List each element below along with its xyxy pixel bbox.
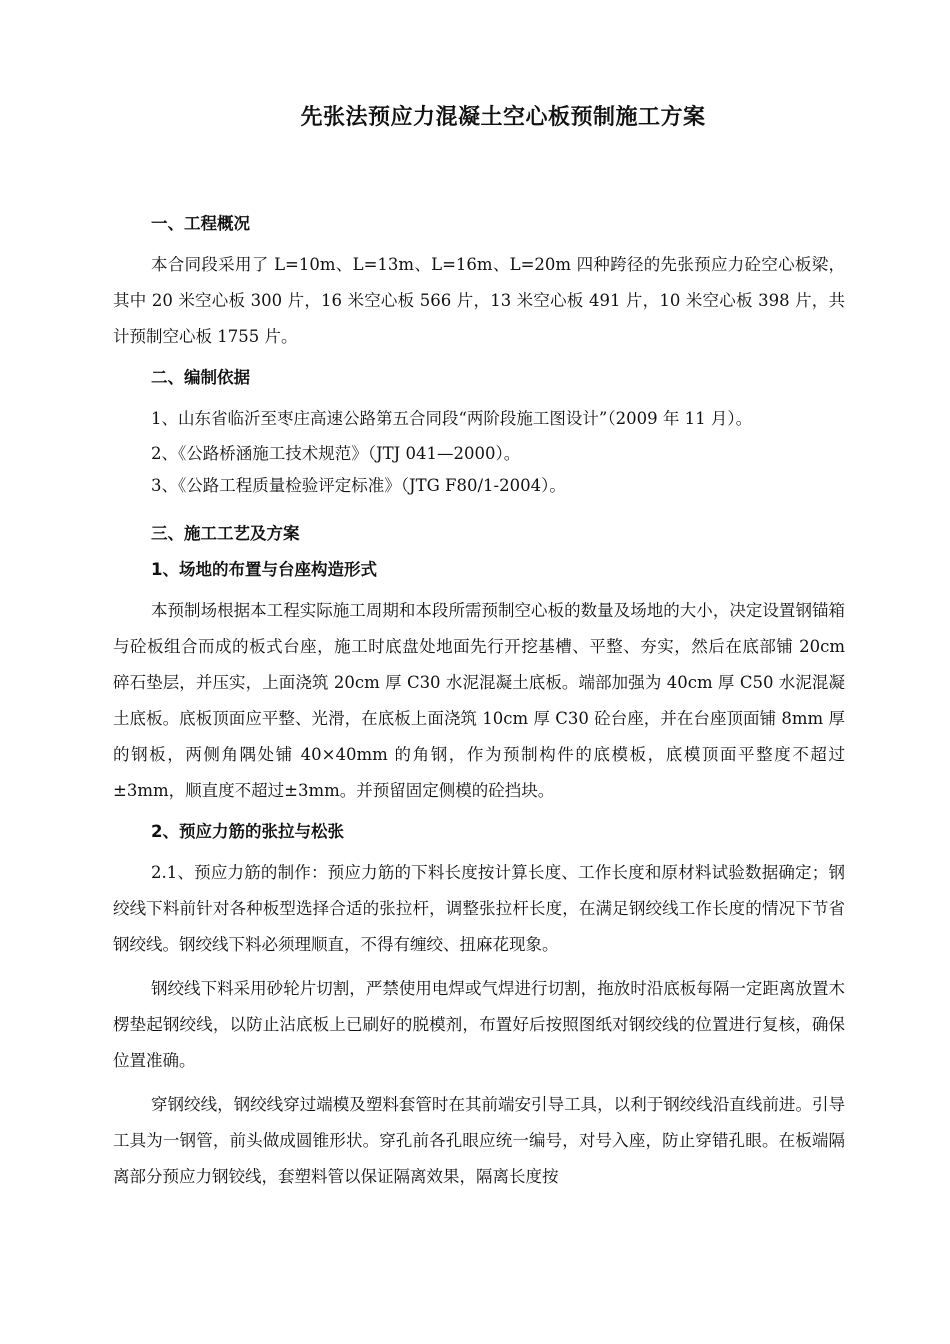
section-heading-overview: 一、工程概况 [151,214,250,233]
paragraph-strand-threading: 穿钢绞线，钢绞线穿过端模及塑料套管时在其前端安引导工具，以利于钢绞线沿直线前进。引导工具为一钢管，前头做成圆锥形状。穿孔前各孔眼应统一编号，对号入座，防止穿错孔眼。在板端隔离部分预应力钢铰线，套塑料管以保证隔离效果，隔离长度按 [113,1095,845,1186]
paragraph-site-layout: 本预制场根据本工程实际施工周期和本段所需预制空心板的数量及场地的大小，决定设置钢锚箱与砼板组合而成的板式台座，施工时底盘处地面先行开挖基槽、平整、夯实，然后在底部铺 20cm 碎石垫层，并压实，上面浇筑 20cm 厚 C30 水泥混凝土底板。端部加强为 40cm 厚 C50 水泥混凝土底板。底板顶面应平整、光滑，在底板上面浇筑 10cm 厚 C30 砼台座，并在台座顶面铺 8mm 厚的钢板，两侧角隅处铺 40×40mm 的角钢，作为预制构件的底模板，底模顶面平整度不超过±3mm，顺直度不超过±3mm。并预留固定侧模的砼挡块。 [113,601,845,800]
section-heading-process: 三、施工工艺及方案 [151,524,300,543]
paragraph-tendon-fabrication: 2.1、预应力筋的制作：预应力筋的下料长度按计算长度、工作长度和原材料试验数据确定；钢绞线下料前针对各种板型选择合适的张拉杆，调整张拉杆长度，在满足钢绞线工作长度的情况下节省钢绞线。钢绞线下料必须理顺直，不得有缠绞、扭麻花现象。 [113,863,845,954]
paragraph-overview: 本合同段采用了 L=10m、L=13m、L=16m、L=20m 四种跨径的先张预应力砼空心板梁，其中 20 米空心板 300 片，16 米空心板 566 片，13 米空心板 491 片，10 米空心板 398 片，共计预制空心板 1755 片。 [113,255,845,346]
document-title: 先张法预应力混凝土空心板预制施工方案 [300,105,706,130]
basis-item: 2、《公路桥涵施工技术规范》（JTJ 041—2000）。 [151,444,521,463]
section-heading-basis: 二、编制依据 [151,368,250,387]
basis-item: 3、《公路工程质量检验评定标准》（JTG F80/1-2004）。 [151,476,566,495]
subsection-heading-site-layout: 1、场地的布置与台座构造形式 [151,560,377,579]
basis-list [113,401,845,501]
document-page [113,98,845,1195]
subsection-heading-tensioning: 2、预应力筋的张拉与松张 [151,822,344,841]
paragraph-strand-cutting: 钢绞线下料采用砂轮片切割，严禁使用电焊或气焊进行切割，拖放时沿底板每隔一定距离放置木楞垫起钢绞线，以防止沾底板上已刷好的脱模剂，布置好后按照图纸对钢绞线的位置进行复核，确保位置准确。 [113,979,845,1070]
basis-item: 1、山东省临沂至枣庄高速公路第五合同段“两阶段施工图设计”（2009 年 11 月）。 [151,409,753,428]
